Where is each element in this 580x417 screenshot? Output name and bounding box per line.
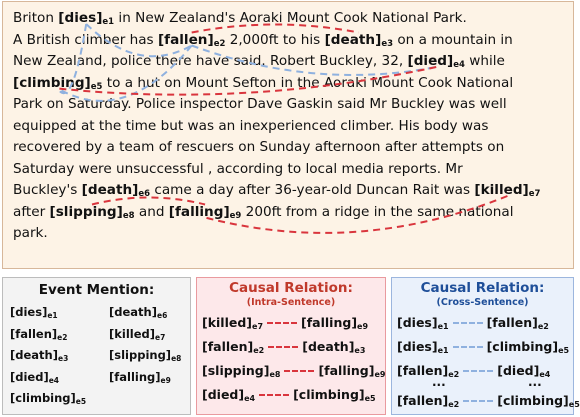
passage-text-span: A British climber has [13, 31, 158, 48]
passage-text-span: after [13, 203, 50, 220]
causal-pair [397, 339, 569, 355]
event-mention-label: $[death]_{e6}$ [109, 305, 168, 320]
passage-line [13, 223, 573, 245]
effect-event: $[fallen]_{e2}$ [486, 315, 549, 331]
event-mention-label: $[death]_{e3}$ [10, 348, 69, 363]
cause-event: $[fallen]_{e2}$ [397, 363, 460, 379]
event-mention-label: $[slipping]_{e8}$ [109, 348, 182, 363]
event-id: e1 [102, 17, 115, 27]
event-id: e8 [171, 354, 182, 363]
causal-link-line [453, 322, 483, 324]
passage-line [13, 8, 573, 30]
effect-event: $[falling]_{e9}$ [301, 315, 369, 331]
passage-text-span: equipped at the time but was an inexperienced climber. His body was [13, 117, 489, 134]
causal-pair [202, 363, 385, 379]
event-id: e4 [539, 370, 551, 379]
event-mention-title: Event Mention: [38, 282, 155, 298]
effect-event: $[climbing]_{e5}$ [293, 387, 376, 403]
effect-event: $[falling]_{e9}$ [318, 363, 386, 379]
event-id: e9 [229, 210, 242, 221]
cross-sentence-panel [391, 277, 580, 415]
event-mention-label: $[died]_{e4}$ [10, 369, 60, 385]
passage-panel [2, 1, 574, 269]
event-e2: $[fallen]_{e2}$ [157, 31, 226, 49]
effect-event: $[death]_{e3}$ [302, 339, 366, 355]
cause-event: $[dies]_{e1}$ [397, 315, 449, 331]
passage-text-span: Briton [13, 10, 59, 26]
passage-text-span: in New Zealand's Aoraki Mount Cook National Park. [114, 10, 467, 26]
event-id: e3 [58, 354, 69, 363]
passage-text-span: and [134, 203, 169, 220]
passage-line [13, 202, 573, 224]
passage-text-span: Saturday were unsuccessful , according to local media reports. Mr [13, 160, 463, 177]
passage-text-span: to a hut on Mount Sefton in the Aoraki Mount Cook National [102, 74, 514, 91]
event-id: e9 [357, 322, 369, 331]
causal-pair [202, 339, 365, 355]
cross-subtitle: (Cross-Sentence) [436, 297, 529, 308]
event-mention-label: $[dies]_{e1}$ [10, 305, 58, 320]
event-id: e2 [253, 346, 265, 355]
event-id: e4 [244, 394, 256, 403]
event-id: e1 [47, 311, 58, 320]
event-e1: $[dies]_{e1}$ [58, 10, 115, 27]
event-id: e4 [453, 60, 465, 70]
passage-text-span: 200ft from a ridge in the same national [241, 203, 514, 220]
event-mention-item [10, 348, 68, 363]
event-id: e7 [528, 189, 541, 199]
event-mention-label: $[killed]_{e7}$ [109, 326, 166, 342]
causal-link-line [259, 394, 289, 396]
event-id: e5 [558, 346, 570, 355]
cause-event: $[slipping]_{e8}$ [202, 363, 281, 379]
passage-text-span: while [464, 53, 505, 69]
passage-text [13, 8, 573, 245]
causal-link-line [268, 346, 298, 348]
event-mention-label: $[fallen]_{e2}$ [10, 326, 68, 342]
event-mention-label: $[climbing]_{e5}$ [10, 391, 87, 406]
event-id: e9 [160, 375, 171, 385]
event-e8: $[slipping]_{e8}$ [49, 203, 135, 221]
event-id: e1 [437, 322, 449, 331]
causal-link-line [453, 346, 483, 348]
passage-line [13, 116, 573, 138]
event-id: e5 [568, 400, 580, 409]
passage-line [13, 180, 573, 202]
causal-pair [397, 315, 549, 331]
causal-pair [202, 315, 368, 331]
cause-event: $[killed]_{e7}$ [202, 315, 264, 331]
event-mention-item [10, 370, 59, 385]
event-e5: $[climbing]_{e5}$ [13, 74, 103, 92]
intra-subtitle: (Intra-Sentence) [246, 297, 336, 308]
event-id: e8 [122, 210, 135, 221]
passage-text-span: Buckley's [13, 182, 82, 198]
passage-text-span: recovered by a team of rescuers on Sunday afternoon after attempts on [13, 139, 505, 155]
event-mention-label: $[falling]_{e9}$ [109, 369, 171, 385]
event-mention-item [10, 305, 58, 320]
event-e9: $[falling]_{e9}$ [168, 203, 242, 221]
event-e3: $[death]_{e3}$ [324, 31, 394, 49]
event-e4: $[died]_{e4}$ [407, 53, 465, 70]
intra-title: Causal Relation: [229, 280, 353, 296]
cause-event: $[fallen]_{e2}$ [397, 393, 460, 409]
passage-text-span: 2,000ft to his [225, 31, 325, 48]
event-e6: $[death]_{e6}$ [81, 182, 151, 199]
event-id: e4 [48, 375, 60, 385]
passage-line [13, 73, 573, 95]
event-id: e3 [381, 38, 394, 49]
event-id: e1 [437, 346, 449, 355]
passage-text-span: park. [13, 225, 48, 241]
event-mention-item [10, 327, 67, 342]
causal-link-line [463, 400, 493, 402]
event-id: e6 [138, 189, 151, 199]
event-id: e5 [90, 81, 103, 92]
cross-title: Causal Relation: [420, 280, 545, 296]
effect-event: $[climbing]_{e5}$ [497, 393, 580, 409]
cause-event: $[dies]_{e1}$ [397, 339, 449, 355]
causal-pair [397, 393, 580, 409]
causal-pair [202, 387, 376, 403]
passage-text-span: on a mountain in [393, 31, 513, 48]
causal-link-line [267, 322, 297, 324]
ellipsis-right: ... [528, 375, 542, 389]
passage-line [13, 159, 573, 181]
effect-event: $[died]_{e4}$ [497, 363, 551, 379]
event-id: e9 [374, 370, 386, 379]
intra-sentence-panel [196, 277, 386, 415]
event-mention-item [10, 391, 86, 406]
ellipsis-left: ... [432, 375, 446, 389]
event-id: e7 [252, 322, 264, 331]
cause-event: $[died]_{e4}$ [202, 387, 256, 403]
event-id: e2 [57, 332, 68, 342]
passage-line [13, 51, 573, 73]
event-mention-item [109, 305, 167, 320]
event-mention-item [109, 370, 171, 385]
event-e7: $[killed]_{e7}$ [474, 182, 541, 199]
event-id: e2 [537, 322, 549, 331]
passage-line [13, 30, 573, 52]
causal-link-line [463, 370, 493, 372]
event-id: e5 [75, 397, 87, 406]
causal-link-line [284, 370, 314, 372]
passage-text-span: came a day after 36-year-old Duncan Rait was [150, 182, 475, 198]
event-id: e2 [448, 370, 460, 379]
event-mention-item [109, 348, 181, 363]
event-id: e6 [157, 311, 168, 320]
event-id: e7 [155, 332, 166, 342]
cause-event: $[fallen]_{e2}$ [202, 339, 265, 355]
event-id: e5 [364, 394, 376, 403]
effect-event: $[climbing]_{e5}$ [486, 339, 570, 355]
event-id: e3 [354, 346, 366, 355]
event-mention-panel [2, 277, 191, 415]
event-id: e8 [269, 370, 281, 379]
passage-line [13, 137, 573, 159]
event-id: e2 [213, 38, 226, 49]
event-mention-item [109, 327, 165, 342]
passage-text-span: Park on Saturday. Police inspector Dave Gaskin said Mr Buckley was well [13, 96, 507, 112]
passage-line [13, 94, 573, 116]
passage-text-span: New Zealand, police there have said. Robert Buckley, 32, [13, 53, 408, 69]
event-id: e2 [448, 400, 460, 409]
